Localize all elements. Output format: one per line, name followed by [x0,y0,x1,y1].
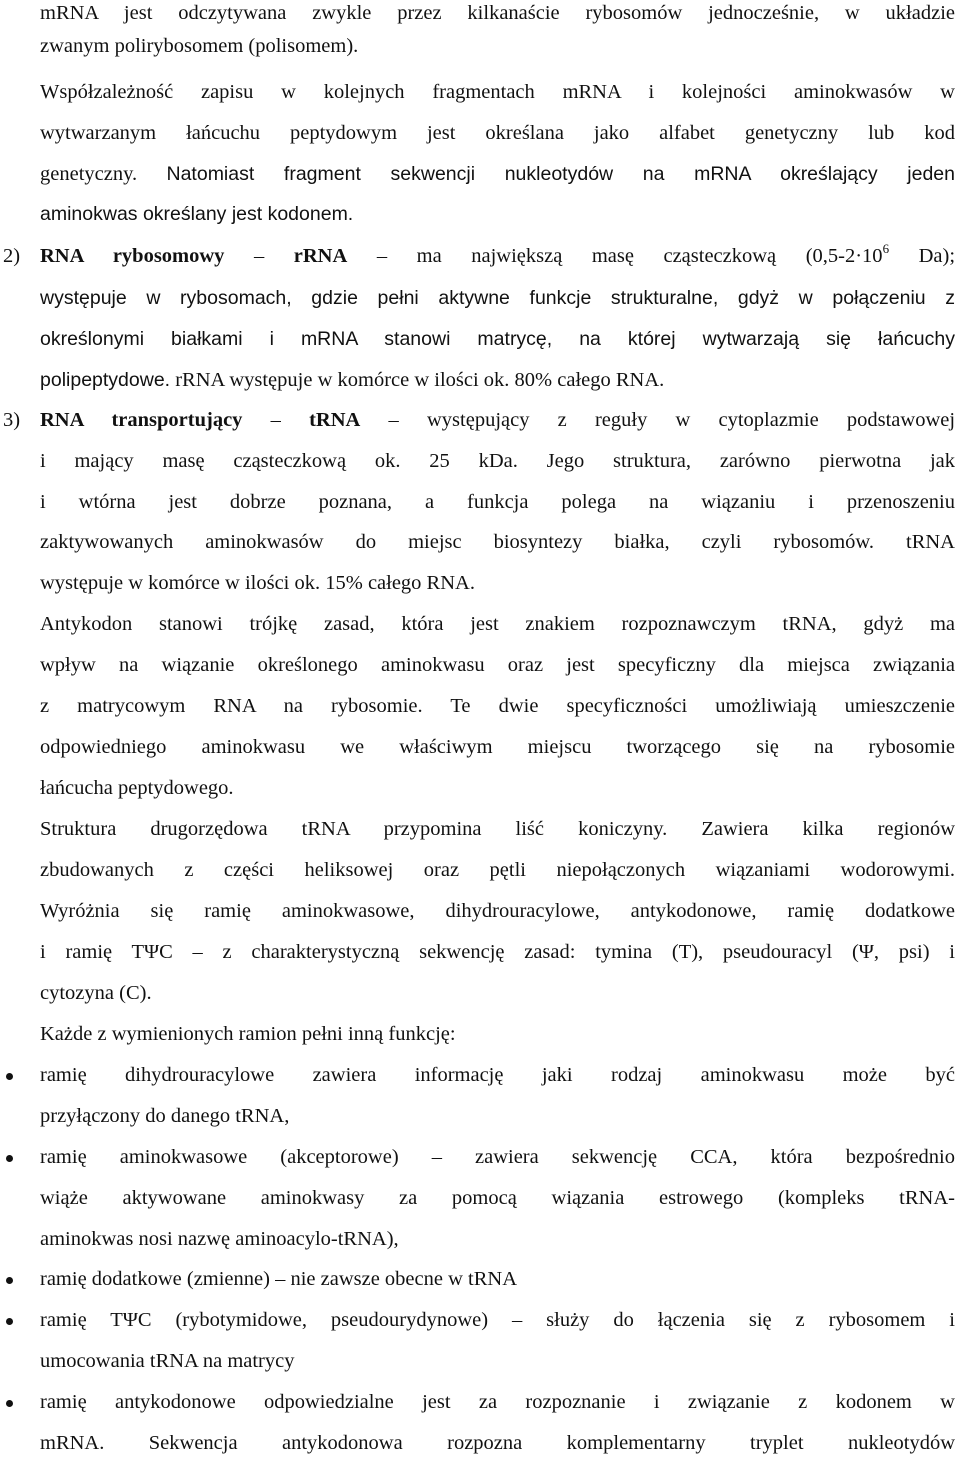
bullet-icon [6,1073,13,1080]
text-line: ramię dihydrouracylowe zawiera informację jaki rodzaj aminokwasu może być [40,1064,955,1086]
text-line: i ramię TΨC – z charakterystyczną sekwencję zasad: tymina (T), pseudouracyl (Ψ, psi) i [40,941,955,963]
text-line: wytwarzanym łańcuchu peptydowym jest określana jako alfabet genetyczny lub kod [40,122,955,144]
text-segment: ma największą masę cząsteczkową (0,5-2·10 [416,245,883,267]
text-line [40,407,955,433]
list-number: 3) [3,409,21,431]
text-line [40,367,955,393]
text-segment: genetyczny. [40,163,138,185]
text-line: ramię dodatkowe (zmienne) – nie zawsze obecne w tRNA [40,1268,518,1290]
text-line [40,448,955,474]
text-segment: rRNA występuje w komórce w ilości ok. 80% całego RNA. [175,369,665,391]
term-trna: tRNA [309,409,361,431]
text-line: i wtórna jest dobrze poznana, a funkcja polega na wiązaniu i przenoszeniu [40,491,955,513]
text-line [40,161,955,187]
bullet-icon [6,1155,13,1162]
text-segment: polipeptydowe. [40,369,171,391]
list-number: 2) [3,245,21,267]
text-line: mRNA. Sekwencja antykodonowa rozpozna komplementarny tryplet nukleotydów [40,1432,955,1454]
text-line: występuje w rybosomach, gdzie pełni aktywne funkcje strukturalne, gdyż w połączeniu z [40,287,955,309]
text-line: odpowiedniego aminokwasu we właściwym miejscu tworzącego się na rybosomie [40,736,955,758]
dash: – [270,409,281,431]
text-line: występuje w komórce w ilości ok. 15% całego RNA. [40,572,475,594]
text-line: umocowania tRNA na matrycy [40,1350,295,1372]
text-segment: występujący z reguły w cytoplazmie podstawowej [427,409,956,431]
text-segment: Natomiast fragment sekwencji nukleotydów na mRNA określający jeden [166,163,955,185]
superscript: 6 [882,241,890,256]
text-line: zwanym polirybosomem (polisomem). [40,35,359,57]
text-segment: i mający masę cząsteczkową ok. 25 kDa. [40,450,518,472]
dash: – [388,409,399,431]
text-line: ramię aminokwasowe (akceptorowe) – zawiera sekwencję CCA, która bezpośrednio [40,1146,955,1168]
text-line: Wyróżnia się ramię aminokwasowe, dihydrouracylowe, antykodonowe, ramię dodatkowe [40,900,955,922]
text-line: ramię TΨC (rybotymidowe, pseudourydynowe) – służy do łączenia się z rybosomem i [40,1309,955,1331]
text-line: Współzależność zapisu w kolejnych fragmentach mRNA i kolejności aminokwasów w [40,81,955,103]
text-line: Struktura drugorzędowa tRNA przypomina liść koniczyny. Zawiera kilka regionów [40,818,955,840]
dash: – [376,245,388,267]
text-line: mRNA jest odczytywana zwykle przez kilkanaście rybosomów jednocześnie, w układzie [40,2,955,24]
text-line: przyłączony do danego tRNA, [40,1105,290,1127]
text-line: Każde z wymienionych ramion pełni inną funkcję: [40,1023,456,1045]
text-line: ramię antykodonowe odpowiedzialne jest za rozpoznanie i związanie z kodonem w [40,1391,955,1413]
bullet-icon [6,1277,13,1284]
text-line: wpływ na wiązanie określonego aminokwasu oraz jest specyficzny dla miejsca związania [40,654,955,676]
text-line [40,243,955,269]
term-rna-transportujacy: RNA transportujący [40,409,243,431]
text-segment: Da); [918,245,956,267]
text-line: określonymi białkami i mRNA stanowi matrycę, na której wytwarzają się łańcuchy [40,328,955,350]
text-line: cytozyna (C). [40,982,152,1004]
text-line: aminokwas określany jest kodonem. [40,203,354,225]
text-line: łańcucha peptydowego. [40,777,234,799]
term-rrna: rRNA [293,245,348,267]
text-line: zbudowanych z części heliksowej oraz pętli niepołączonych wiązaniami wodorowymi. [40,859,955,881]
bullet-icon [6,1318,13,1325]
text-line: aminokwas nosi nazwę aminoacylo-tRNA), [40,1228,399,1250]
bullet-icon [6,1400,13,1407]
text-line: Antykodon stanowi trójkę zasad, która jest znakiem rozpoznawczym tRNA, gdyż ma [40,613,955,635]
dash: – [253,245,265,267]
text-segment: Jego struktura, zarówno pierwotna jak [546,450,956,472]
text-line: wiąże aktywowane aminokwasy za pomocą wiązania estrowego (kompleks tRNA- [40,1187,955,1209]
text-line: z matrycowym RNA na rybosomie. Te dwie specyficzności umożliwiają umieszczenie [40,695,955,717]
term-rna-rybosomowy: RNA rybosomowy [40,245,225,267]
text-line: zaktywowanych aminokwasów do miejsc biosyntezy białka, czyli rybosomów. tRNA [40,531,955,553]
